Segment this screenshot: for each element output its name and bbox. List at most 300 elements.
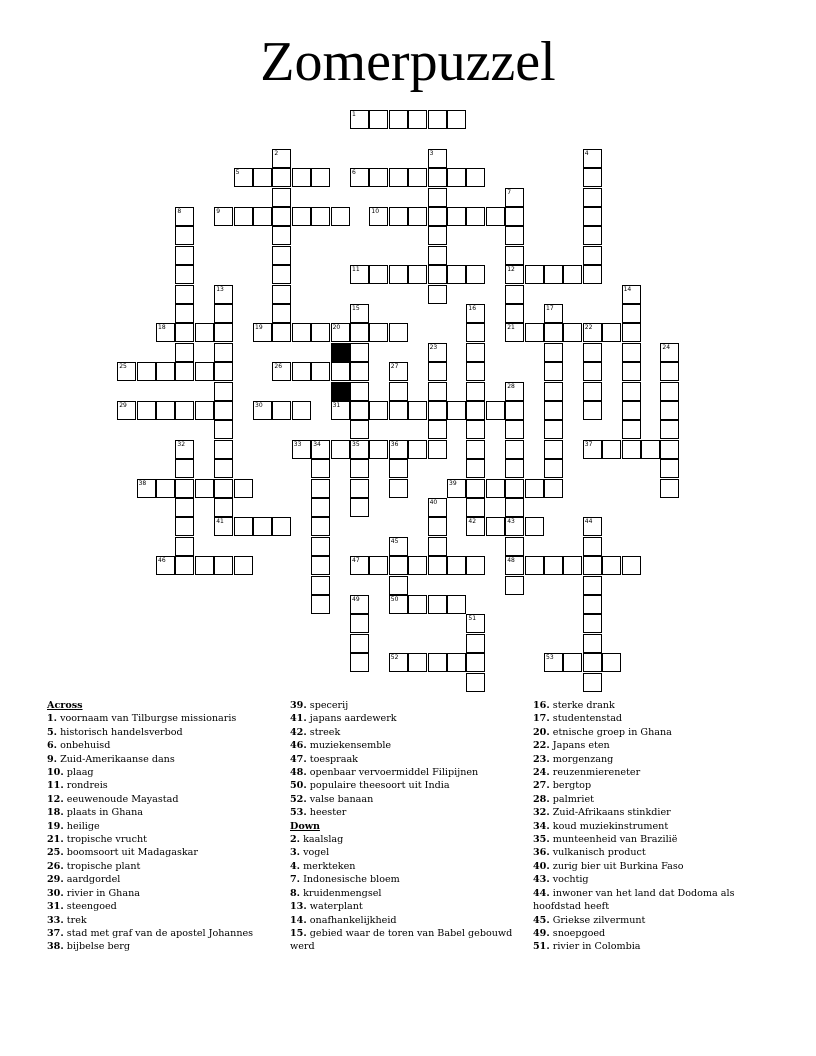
grid-cell[interactable]: [331, 207, 350, 226]
grid-cell[interactable]: [583, 401, 602, 420]
grid-cell[interactable]: [505, 207, 524, 226]
grid-cell[interactable]: [525, 517, 544, 536]
grid-cell[interactable]: [311, 556, 330, 575]
grid-cell[interactable]: [428, 595, 447, 614]
grid-cell[interactable]: [466, 382, 485, 401]
grid-cell[interactable]: [583, 265, 602, 284]
grid-cell[interactable]: [389, 479, 408, 498]
grid-cell[interactable]: [175, 265, 194, 284]
grid-cell[interactable]: [428, 517, 447, 536]
grid-cell[interactable]: [175, 343, 194, 362]
grid-cell[interactable]: [428, 149, 447, 168]
grid-cell[interactable]: [350, 634, 369, 653]
grid-cell[interactable]: [428, 188, 447, 207]
grid-cell[interactable]: [622, 285, 641, 304]
grid-cell[interactable]: [214, 343, 233, 362]
clue-item: [533, 766, 773, 779]
grid-cell[interactable]: [505, 479, 524, 498]
clue-number: 49: [352, 596, 360, 603]
grid-cell[interactable]: [350, 595, 369, 614]
grid-cell[interactable]: [292, 323, 311, 342]
grid-cell[interactable]: [175, 401, 194, 420]
grid-cell[interactable]: [505, 382, 524, 401]
grid-cell[interactable]: [544, 479, 563, 498]
grid-cell[interactable]: [311, 576, 330, 595]
grid-cell[interactable]: [486, 401, 505, 420]
grid-cell[interactable]: [175, 459, 194, 478]
grid-cell[interactable]: [214, 440, 233, 459]
grid-cell[interactable]: [641, 440, 660, 459]
grid-cell[interactable]: [350, 265, 369, 284]
grid-cell[interactable]: [602, 440, 621, 459]
grid-cell[interactable]: [428, 343, 447, 362]
grid-cell[interactable]: [544, 304, 563, 323]
grid-cell[interactable]: [563, 323, 582, 342]
grid-cell[interactable]: [272, 401, 291, 420]
clue-item: [47, 793, 282, 806]
grid-cell[interactable]: [660, 343, 679, 362]
grid-cell[interactable]: [583, 149, 602, 168]
grid-cell[interactable]: [428, 110, 447, 129]
grid-cell[interactable]: [156, 323, 175, 342]
clue-item-text: etnische groep in Ghana: [552, 726, 672, 738]
grid-cell[interactable]: [466, 673, 485, 692]
grid-cell[interactable]: [622, 323, 641, 342]
grid-cell[interactable]: [583, 556, 602, 575]
grid-cell[interactable]: [292, 362, 311, 381]
grid-cell[interactable]: [602, 653, 621, 672]
grid-cell[interactable]: [408, 110, 427, 129]
grid-cell[interactable]: [583, 246, 602, 265]
clue-column-1: [47, 699, 282, 954]
grid-cell[interactable]: [272, 226, 291, 245]
grid-cell[interactable]: [137, 362, 156, 381]
grid-cell[interactable]: [622, 556, 641, 575]
grid-cell[interactable]: [350, 168, 369, 187]
grid-cell[interactable]: [137, 479, 156, 498]
grid-cell[interactable]: [214, 479, 233, 498]
grid-cell[interactable]: [544, 323, 563, 342]
grid-cell[interactable]: [175, 323, 194, 342]
grid-cell[interactable]: [525, 479, 544, 498]
grid-cell[interactable]: [428, 537, 447, 556]
grid-cell[interactable]: [466, 614, 485, 633]
grid-cell[interactable]: [563, 653, 582, 672]
grid-cell[interactable]: [214, 362, 233, 381]
grid-cell[interactable]: [311, 323, 330, 342]
grid-cell[interactable]: [195, 323, 214, 342]
grid-cell[interactable]: [350, 382, 369, 401]
grid-cell[interactable]: [447, 653, 466, 672]
grid-cell[interactable]: [544, 440, 563, 459]
grid-cell[interactable]: [447, 401, 466, 420]
grid-cell[interactable]: [660, 382, 679, 401]
grid-cell[interactable]: [622, 382, 641, 401]
grid-cell[interactable]: [389, 168, 408, 187]
grid-cell[interactable]: [292, 440, 311, 459]
grid-cell[interactable]: [214, 420, 233, 439]
grid-cell[interactable]: [622, 401, 641, 420]
clue-item-number: 2.: [290, 834, 301, 846]
grid-cell[interactable]: [505, 285, 524, 304]
grid-cell[interactable]: [369, 556, 388, 575]
grid-cell[interactable]: [466, 517, 485, 536]
grid-cell[interactable]: [175, 207, 194, 226]
grid-cell[interactable]: [272, 517, 291, 536]
grid-cell[interactable]: [350, 498, 369, 517]
grid-cell[interactable]: [350, 304, 369, 323]
grid-cell[interactable]: [505, 517, 524, 536]
grid-cell[interactable]: [466, 479, 485, 498]
grid-cell[interactable]: [428, 362, 447, 381]
grid-cell[interactable]: [350, 110, 369, 129]
grid-cell[interactable]: [272, 207, 291, 226]
grid-cell[interactable]: [660, 420, 679, 439]
grid-cell[interactable]: [369, 110, 388, 129]
grid-cell[interactable]: [583, 226, 602, 245]
grid-cell[interactable]: [660, 440, 679, 459]
clue-number: 13: [216, 285, 224, 293]
grid-cell[interactable]: [331, 440, 350, 459]
grid-cell[interactable]: [466, 265, 485, 284]
grid-cell[interactable]: [583, 188, 602, 207]
grid-cell[interactable]: [583, 576, 602, 595]
grid-cell[interactable]: [660, 479, 679, 498]
grid-cell[interactable]: [369, 440, 388, 459]
grid-cell[interactable]: [350, 653, 369, 672]
grid-cell[interactable]: [311, 517, 330, 536]
grid-cell[interactable]: [272, 188, 291, 207]
grid-cell[interactable]: [486, 479, 505, 498]
grid-cell[interactable]: [214, 556, 233, 575]
grid-cell[interactable]: [466, 440, 485, 459]
grid-cell[interactable]: [272, 265, 291, 284]
grid-cell[interactable]: [214, 304, 233, 323]
grid-cell[interactable]: [505, 420, 524, 439]
grid-cell[interactable]: [428, 401, 447, 420]
grid-cell[interactable]: [408, 207, 427, 226]
grid-cell[interactable]: [466, 653, 485, 672]
grid-cell[interactable]: [622, 343, 641, 362]
grid-cell[interactable]: [214, 459, 233, 478]
grid-cell[interactable]: [505, 246, 524, 265]
grid-cell[interactable]: [389, 440, 408, 459]
grid-cell[interactable]: [428, 382, 447, 401]
grid-cell[interactable]: [253, 323, 272, 342]
grid-cell[interactable]: [214, 401, 233, 420]
clue-item-text: palmriet: [552, 793, 594, 805]
grid-cell[interactable]: [408, 265, 427, 284]
grid-cell[interactable]: [466, 420, 485, 439]
clue-item: [47, 927, 282, 940]
grid-cell[interactable]: [544, 382, 563, 401]
grid-cell[interactable]: [563, 556, 582, 575]
grid-cell[interactable]: [583, 537, 602, 556]
grid-cell[interactable]: [292, 168, 311, 187]
grid-cell[interactable]: [195, 401, 214, 420]
grid-cell[interactable]: [175, 304, 194, 323]
grid-cell[interactable]: [311, 595, 330, 614]
grid-cell[interactable]: [272, 168, 291, 187]
grid-cell[interactable]: [447, 110, 466, 129]
grid-cell[interactable]: [544, 459, 563, 478]
grid-cell[interactable]: [331, 401, 350, 420]
grid-cell[interactable]: [272, 323, 291, 342]
grid-cell[interactable]: [428, 498, 447, 517]
grid-cell[interactable]: [389, 595, 408, 614]
grid-cell[interactable]: [389, 653, 408, 672]
grid-cell[interactable]: [311, 459, 330, 478]
grid-cell[interactable]: [544, 401, 563, 420]
grid-cell[interactable]: [389, 537, 408, 556]
grid-cell[interactable]: [660, 401, 679, 420]
grid-cell[interactable]: [389, 401, 408, 420]
grid-cell[interactable]: [583, 207, 602, 226]
grid-cell[interactable]: [156, 401, 175, 420]
grid-cell[interactable]: [350, 401, 369, 420]
grid-cell[interactable]: [428, 168, 447, 187]
grid-cell[interactable]: [408, 595, 427, 614]
grid-cell[interactable]: [447, 479, 466, 498]
clue-item-text: specerij: [309, 700, 349, 711]
clue-number: 32: [177, 440, 186, 448]
grid-cell[interactable]: [408, 556, 427, 575]
grid-cell[interactable]: [505, 556, 524, 575]
grid-cell[interactable]: [428, 420, 447, 439]
grid-cell[interactable]: [428, 653, 447, 672]
grid-cell[interactable]: [428, 226, 447, 245]
grid-cell[interactable]: [505, 304, 524, 323]
grid-cell[interactable]: [389, 323, 408, 342]
grid-cell[interactable]: [428, 440, 447, 459]
grid-cell[interactable]: [175, 498, 194, 517]
grid-cell[interactable]: [544, 343, 563, 362]
grid-cell[interactable]: [505, 265, 524, 284]
grid-cell[interactable]: [311, 537, 330, 556]
grid-cell[interactable]: [466, 401, 485, 420]
grid-cell[interactable]: [447, 207, 466, 226]
grid-cell[interactable]: [195, 362, 214, 381]
grid-cell[interactable]: [525, 323, 544, 342]
grid-cell[interactable]: [175, 517, 194, 536]
grid-cell[interactable]: [428, 246, 447, 265]
grid-cell[interactable]: [311, 362, 330, 381]
grid-cell[interactable]: [583, 634, 602, 653]
grid-cell[interactable]: [214, 517, 233, 536]
grid-cell[interactable]: [214, 498, 233, 517]
grid-cell[interactable]: [525, 265, 544, 284]
grid-cell[interactable]: [428, 265, 447, 284]
grid-cell[interactable]: [505, 537, 524, 556]
grid-cell[interactable]: [156, 479, 175, 498]
grid-cell[interactable]: [369, 401, 388, 420]
grid-cell[interactable]: [505, 226, 524, 245]
grid-cell[interactable]: [389, 265, 408, 284]
grid-cell[interactable]: [389, 459, 408, 478]
grid-cell[interactable]: [331, 362, 350, 381]
grid-cell[interactable]: [350, 479, 369, 498]
grid-cell[interactable]: [408, 401, 427, 420]
grid-cell[interactable]: [660, 459, 679, 478]
grid-cell[interactable]: [350, 556, 369, 575]
grid-cell[interactable]: [214, 285, 233, 304]
grid-cell[interactable]: [369, 265, 388, 284]
grid-cell[interactable]: [234, 556, 253, 575]
grid-cell[interactable]: [137, 401, 156, 420]
grid-cell[interactable]: [544, 362, 563, 381]
grid-cell[interactable]: [583, 517, 602, 536]
grid-cell[interactable]: [253, 517, 272, 536]
grid-cell[interactable]: [505, 323, 524, 342]
grid-cell[interactable]: [311, 479, 330, 498]
grid-cell[interactable]: [583, 323, 602, 342]
grid-cell[interactable]: [350, 343, 369, 362]
grid-cell[interactable]: [622, 304, 641, 323]
grid-cell[interactable]: [583, 343, 602, 362]
grid-cell[interactable]: [253, 168, 272, 187]
clue-number: 16: [468, 305, 477, 312]
grid-cell[interactable]: [505, 401, 524, 420]
grid-cell[interactable]: [253, 207, 272, 226]
grid-cell[interactable]: [428, 207, 447, 226]
grid-cell[interactable]: [350, 362, 369, 381]
grid-cell[interactable]: [272, 149, 291, 168]
grid-cell[interactable]: [447, 595, 466, 614]
grid-cell[interactable]: [466, 556, 485, 575]
grid-cell[interactable]: [505, 440, 524, 459]
grid-cell[interactable]: [389, 362, 408, 381]
grid-cell[interactable]: [331, 323, 350, 342]
grid-cell[interactable]: [175, 285, 194, 304]
grid-cell[interactable]: [234, 207, 253, 226]
grid-cell[interactable]: [350, 459, 369, 478]
clue-item: [47, 726, 282, 739]
grid-cell[interactable]: [544, 556, 563, 575]
grid-cell[interactable]: [544, 653, 563, 672]
grid-cell[interactable]: [466, 634, 485, 653]
grid-cell[interactable]: [622, 420, 641, 439]
grid-cell[interactable]: [272, 362, 291, 381]
grid-cell[interactable]: [175, 362, 194, 381]
grid-cell[interactable]: [447, 168, 466, 187]
grid-cell[interactable]: [350, 420, 369, 439]
grid-cell[interactable]: [117, 401, 136, 420]
grid-cell[interactable]: [622, 362, 641, 381]
grid-cell[interactable]: [466, 207, 485, 226]
grid-cell[interactable]: [486, 517, 505, 536]
grid-cell[interactable]: [195, 556, 214, 575]
grid-cell[interactable]: [466, 304, 485, 323]
grid-cell[interactable]: [602, 323, 621, 342]
grid-cell[interactable]: [408, 653, 427, 672]
grid-cell[interactable]: [602, 556, 621, 575]
grid-cell[interactable]: [583, 382, 602, 401]
grid-cell[interactable]: [272, 285, 291, 304]
grid-cell[interactable]: [583, 653, 602, 672]
grid-cell[interactable]: [350, 323, 369, 342]
grid-cell[interactable]: [466, 459, 485, 478]
grid-cell[interactable]: [311, 207, 330, 226]
grid-cell[interactable]: [505, 188, 524, 207]
grid-cell[interactable]: [408, 168, 427, 187]
grid-cell[interactable]: [389, 576, 408, 595]
grid-cell[interactable]: [583, 614, 602, 633]
grid-cell[interactable]: [117, 362, 136, 381]
grid-cell[interactable]: [214, 382, 233, 401]
grid-cell[interactable]: [311, 440, 330, 459]
clue-item-number: 5.: [47, 726, 58, 738]
grid-cell[interactable]: [622, 440, 641, 459]
grid-cell[interactable]: [350, 614, 369, 633]
grid-cell[interactable]: [389, 556, 408, 575]
grid-cell[interactable]: [311, 168, 330, 187]
grid-cell[interactable]: [175, 556, 194, 575]
grid-cell[interactable]: [544, 265, 563, 284]
grid-cell[interactable]: [466, 362, 485, 381]
grid-cell[interactable]: [466, 498, 485, 517]
grid-cell[interactable]: [583, 440, 602, 459]
grid-cell[interactable]: [369, 207, 388, 226]
grid-cell[interactable]: [486, 207, 505, 226]
grid-cell[interactable]: [583, 595, 602, 614]
grid-cell[interactable]: [544, 420, 563, 439]
grid-cell[interactable]: [660, 362, 679, 381]
grid-cell[interactable]: [156, 362, 175, 381]
grid-cell[interactable]: [428, 285, 447, 304]
grid-cell[interactable]: [369, 168, 388, 187]
grid-cell[interactable]: [563, 265, 582, 284]
grid-cell[interactable]: [234, 168, 253, 187]
grid-cell[interactable]: [583, 673, 602, 692]
grid-cell[interactable]: [156, 556, 175, 575]
grid-cell[interactable]: [292, 207, 311, 226]
grid-cell[interactable]: [389, 110, 408, 129]
grid-cell[interactable]: [175, 226, 194, 245]
grid-cell[interactable]: [195, 479, 214, 498]
grid-cell[interactable]: [350, 440, 369, 459]
grid-cell[interactable]: [234, 479, 253, 498]
grid-cell[interactable]: [175, 479, 194, 498]
grid-cell[interactable]: [505, 459, 524, 478]
grid-cell[interactable]: [389, 382, 408, 401]
grid-cell[interactable]: [234, 517, 253, 536]
grid-cell[interactable]: [466, 323, 485, 342]
grid-cell[interactable]: [583, 362, 602, 381]
grid-cell[interactable]: [214, 323, 233, 342]
grid-cell[interactable]: [369, 323, 388, 342]
grid-cell[interactable]: [505, 576, 524, 595]
grid-cell[interactable]: [389, 207, 408, 226]
grid-cell[interactable]: [505, 498, 524, 517]
grid-cell[interactable]: [272, 304, 291, 323]
grid-cell[interactable]: [583, 168, 602, 187]
grid-cell[interactable]: [175, 440, 194, 459]
grid-cell[interactable]: [447, 265, 466, 284]
grid-cell[interactable]: [525, 556, 544, 575]
grid-cell[interactable]: [408, 440, 427, 459]
grid-cell[interactable]: [292, 401, 311, 420]
grid-cell[interactable]: [428, 556, 447, 575]
grid-cell[interactable]: [175, 537, 194, 556]
grid-cell[interactable]: [466, 168, 485, 187]
grid-cell[interactable]: [272, 246, 291, 265]
grid-cell[interactable]: [311, 498, 330, 517]
grid-cell[interactable]: [466, 343, 485, 362]
grid-cell[interactable]: [253, 401, 272, 420]
grid-cell[interactable]: [175, 246, 194, 265]
grid-cell[interactable]: [214, 207, 233, 226]
grid-cell[interactable]: [447, 556, 466, 575]
